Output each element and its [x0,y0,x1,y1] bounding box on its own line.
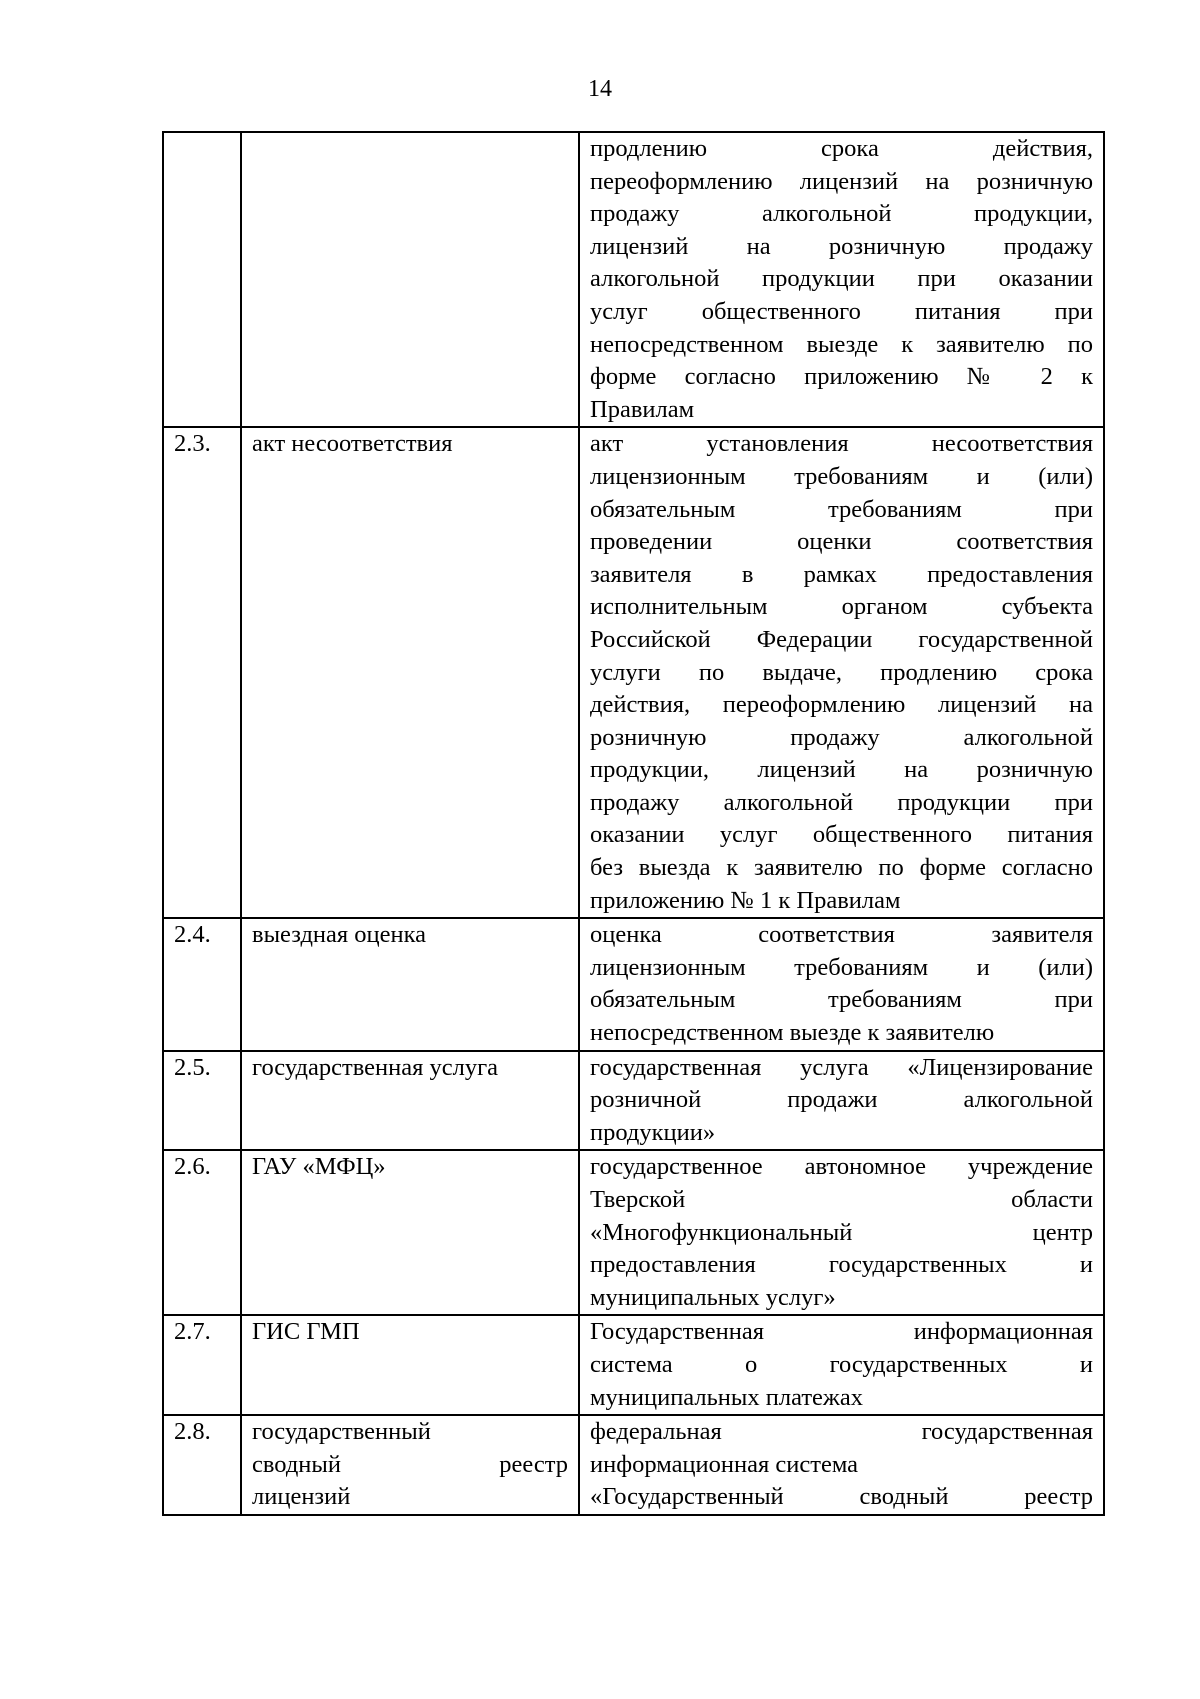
definition-line: «Государственный сводный реестр [590,1483,1093,1511]
row-number [163,132,241,427]
definition-line: лицензий на розничную продажу [590,232,1093,260]
row-definition [579,132,1104,427]
definition-line: непосредственном выезде к заявителю по [590,330,1093,358]
row-number: 2.5. [163,1051,241,1151]
page-number: 14 [588,76,612,102]
definition-line: продукции» [590,1118,716,1146]
term-line: государственный [252,1418,431,1446]
terms-table [162,131,1105,1516]
row-definition [579,918,1104,1050]
definition-line: лицензионным требованиям и (или) [590,953,1093,981]
row-definition [579,1051,1104,1151]
definition-line: муниципальных платежах [590,1383,863,1411]
row-term: ГИС ГМП [241,1315,579,1415]
table-row [163,918,1104,1050]
definition-line: заявителя в рамках предоставления [590,560,1093,588]
table-row [163,1315,1104,1415]
row-term [241,132,579,427]
definition-line: услуг общественного питания при [590,297,1093,325]
row-number: 2.6. [163,1150,241,1315]
definition-line: переоформлению лицензий на розничную [590,167,1093,195]
definition-line: продлению срока действия, [590,135,1093,162]
row-term: выездная оценка [241,918,579,1050]
row-term [241,1415,579,1515]
term-line: лицензий [252,1483,351,1511]
definition-line: государственная услуга «Лицензирование [590,1053,1093,1081]
row-term: ГАУ «МФЦ» [241,1150,579,1315]
definition-line: обязательным требованиям при [590,495,1093,523]
definition-line: Тверской области [590,1186,1093,1213]
definition-line: услуги по выдаче, продлению срока [590,658,1093,686]
row-number: 2.4. [163,918,241,1050]
definition-line: продукции, лицензий на розничную [590,756,1093,784]
row-definition [579,1315,1104,1415]
table-row [163,427,1104,918]
row-number: 2.8. [163,1415,241,1515]
table-row [163,1150,1104,1315]
definition-line: розничной продажи алкогольной [590,1086,1093,1114]
row-definition [579,1150,1104,1315]
row-number: 2.3. [163,427,241,918]
table-row [163,1415,1104,1515]
row-definition [579,1415,1104,1515]
definition-line: Правилам [590,395,695,423]
table-row [163,132,1104,427]
definition-line: алкогольной продукции при оказании [590,265,1093,293]
definition-line: муниципальных услуг» [590,1283,836,1311]
definition-line: Российской Федерации государственной [590,625,1093,653]
definition-line: обязательным требованиям при [590,986,1093,1014]
definition-line: Государственная информационная [590,1318,1093,1346]
row-definition [579,427,1104,918]
definition-line: продажу алкогольной продукции, [590,200,1093,228]
definition-line: продажу алкогольной продукции при [590,788,1093,816]
definition-line: оценка соответствия заявителя [590,921,1093,949]
definition-line: действия, переоформлению лицензий на [590,691,1093,719]
row-number: 2.7. [163,1315,241,1415]
definition-line: непосредственном выезде к заявителю [590,1019,995,1047]
definition-line: федеральная государственная [590,1418,1093,1446]
definition-line: розничную продажу алкогольной [590,723,1093,751]
definition-line: предоставления государственных и [590,1251,1093,1279]
definition-line: без выезда к заявителю по форме согласно [590,854,1093,882]
term-line: сводный реестр [252,1450,568,1478]
definition-line: система о государственных и [590,1350,1093,1378]
definition-line: оказании услуг общественного питания [590,821,1093,849]
row-term: государственная услуга [241,1051,579,1151]
definition-line: форме согласно приложению № 2 к [590,363,1093,391]
definition-line: «Многофункциональный центр [590,1218,1093,1246]
definition-line: акт установления несоответствия [590,430,1093,458]
definition-line: государственное автономное учреждение [590,1153,1093,1181]
definition-line: приложению № 1 к Правилам [590,886,901,914]
definition-line: исполнительным органом субъекта [590,593,1093,621]
definition-line: лицензионным требованиям и (или) [590,462,1093,490]
definition-line: информационная система [590,1450,859,1478]
row-term: акт несоответствия [241,427,579,918]
table-row [163,1051,1104,1151]
definition-line: проведении оценки соответствия [590,528,1093,556]
